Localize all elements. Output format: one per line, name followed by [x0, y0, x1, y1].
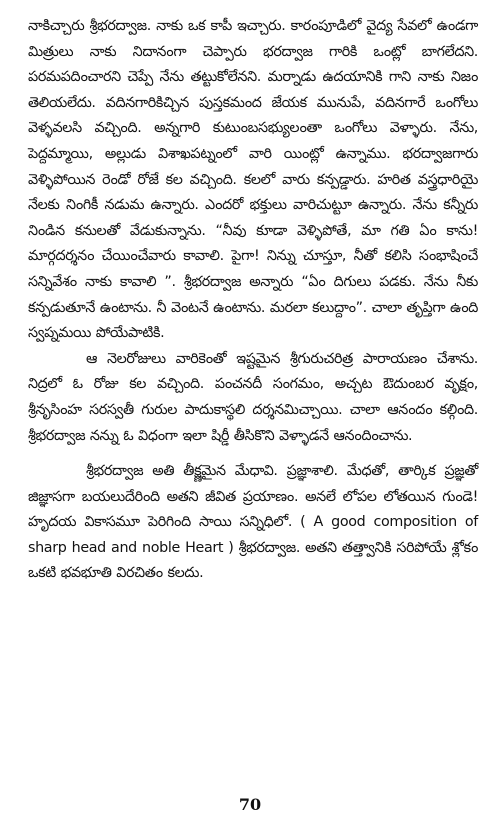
- paragraph-3: శ్రీభరద్వాజ అతి తీక్ష్ణమైన మేధావి. ప్రజ్ఞాశాలి. మేధతో, తార్కిక ప్రజ్ఞతో జిజ్ఞాసగా బయలుదేరింది అతని జీవిత ప్రయాణం. అనలే లోపల లోతయిన గుండె! హృదయ వికాసమూ పెరిగింది సాయి సన్నిధిలో. ( A good composition of sharp head and noble Heart ) శ్రీభరద్వాజ. అతని తత్త్వానికి సరిపోయే శ్లోకం ఒకటి భవభూతి విరచితం కలదు.: [28, 463, 478, 582]
- paragraph-2: ఆ నెలరోజులు వారికెంతో ఇష్టమైన శ్రీగురుచరిత్ర పారాయణం చేశాను. నిద్రలో ఓ రోజు కల వచ్చింది. పంచనదీ సంగమం, అచ్చట ఔదుంబర వృక్షం, శ్రీనృసింహ సరస్వతీ గురుల పాదుకాస్థలి దర్శనమిచ్చాయి. చాలా ఆనందం కల్గింది. శ్రీభరద్వాజ నన్ను ఓ విధంగా ఇలా షిర్డీ తీసికొని వెళ్ళాడనే ఆనందించాను.: [28, 350, 478, 444]
- page-number: 70: [238, 795, 262, 814]
- body-text: [28, 14, 478, 587]
- paragraph-1: నాకిచ్చారు శ్రీభరద్వాజ. నాకు ఒక కాపీ ఇచ్చారు. కారంపూడిలో వైద్య సేవలో ఉండగా మిత్రులు నాకు నిదానంగా చెప్పారు భరద్వాజ గారికి ఒంట్లో బాగలేదని. పరమపదించారని చెప్పే నేను తట్టుకోలేనని. మర్నాడు ఉదయానికి గాని నాకు నిజం తెలియలేదు. వదినగారికిచ్చిన పుస్తకమంద జేయక మునుపే, వదినగారే ఒంగోలు వెళ్ళవలసి వచ్చింది. అన్నగారి కుటుంబసభ్యులంతా ఒంగోలు వెళ్ళారు. నేను, పెద్దమ్మాయి, అల్లుడు విశాఖపట్నంలో వారి యింట్లో ఉన్నాము. భరద్వాజగారు వెళ్ళిపోయిన రెండో రోజే కల వచ్చింది. కలలో వారు కన్పడ్డారు. హరిత వస్త్రధారియై నేలకు నింగికీ నడుమ ఉన్నారు. ఎందరో భక్తులు వారిచుట్టూ ఉన్నారు. నేను కన్నీరు నిండిన కనులతో వేడుకున్నాను. “నీవు కూడా వెళ్ళిపోతే, మా గతి ఏం కాను! మార్గదర్శనం చేయించేవారు కావాలి. పైగా! నిన్ను చూస్తూ, నీతో కలిసి సంభాషించే సన్నివేశం నాకు కావాలి ”. శ్రీభరద్వాజ అన్నారు “ఏం దిగులు పడకు. నేను నీకు కన్పడుతూనే ఉంటాను. నీ వెంటనే ఉంటాను. మరలా కలుద్దాం”. చాలా తృప్తిగా ఉంది స్వప్నమయి పోయేపాటికి.: [28, 18, 478, 342]
